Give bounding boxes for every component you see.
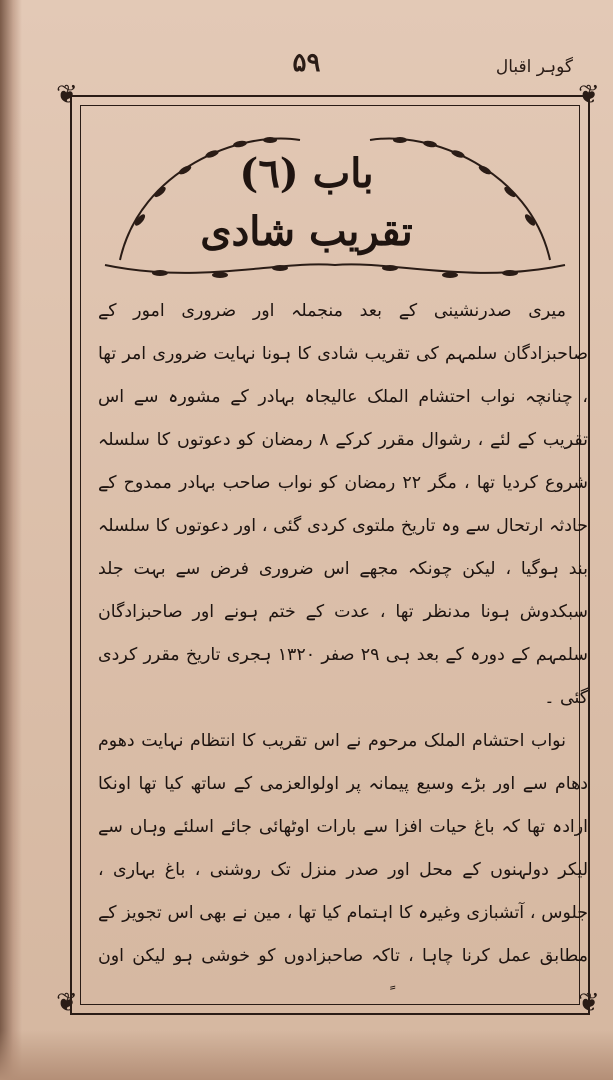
wreath-ornament-icon xyxy=(100,110,570,290)
paragraph: نواب احتشام الملک مرحوم نے اس تقریب کا انتظام نہایت دھوم دھام سے اور بڑے وسیع پیمانہ پر اولوالعزمی کے ساتھ کیا تھا اونکا ارادہ تھا کہ باغ حیات افزا سے بارات اوٹھائی جائے اسلئے وہاں سے لیکر دولہنوں کے محل اور صدر منزل تک روشنی ، باغ بہاری ، جلوس ، آتشبازی وغیرہ کا اہتمام کیا تھا ، مین نے بھی اس تجویز کے مطابق عمل کرنا چاہا ، تاکہ صاحبزادوں کو خوشی ہو لیکن اون xyxy=(98,731,588,966)
corner-ornament-icon: ❦ xyxy=(578,988,600,1018)
corner-ornament-icon: ❦ xyxy=(56,988,78,1018)
chapter-number: باب (٦) xyxy=(239,150,374,197)
chapter-body xyxy=(98,290,588,990)
corner-ornament-icon: ❦ xyxy=(56,80,78,110)
chapter-title: تقریب شادی xyxy=(200,208,413,255)
corner-ornament-icon: ❦ xyxy=(578,80,600,110)
page-number: ۵۹ xyxy=(292,48,321,78)
running-title: گوہر اقبال xyxy=(495,57,573,77)
page-bottom-shadow xyxy=(0,1030,613,1080)
paragraph: میری صدرنشینی کے بعد منجملہ اور ضروری امور کے صاحبزادگان سلمہم کی تقریب شادی کا ہونا نہایت ضروری امر تھا ، چنانچہ نواب احتشام الملک عالیجاہ بہادر کے مشورہ سے اس تقریب کے لئے ، رشوال مقرر کرکے ۸ رمضان کو دعوتوں کا سلسلہ شروع کردیا تھا ، مگر ۲۲ رمضان کو نواب صاحب بہادر ممدوح کے حادثہ ارتحال سے وہ تاریخ ملتوی کردی گئی ، اور دعوتوں کا سلسلہ بند ہوگیا ، لیکن چونکہ مجھے اس ضروری فرض سے بہت جلد سبکدوش ہونا مدنظر تھا ، عدت کے ختم ہونے اور صاحبزادگان سلمہم کے دورہ کے بعد ہی ۲۹ صفر ۱۳۲۰ ہجری تاریخ مقرر کردی گئی ۔ xyxy=(98,301,588,708)
